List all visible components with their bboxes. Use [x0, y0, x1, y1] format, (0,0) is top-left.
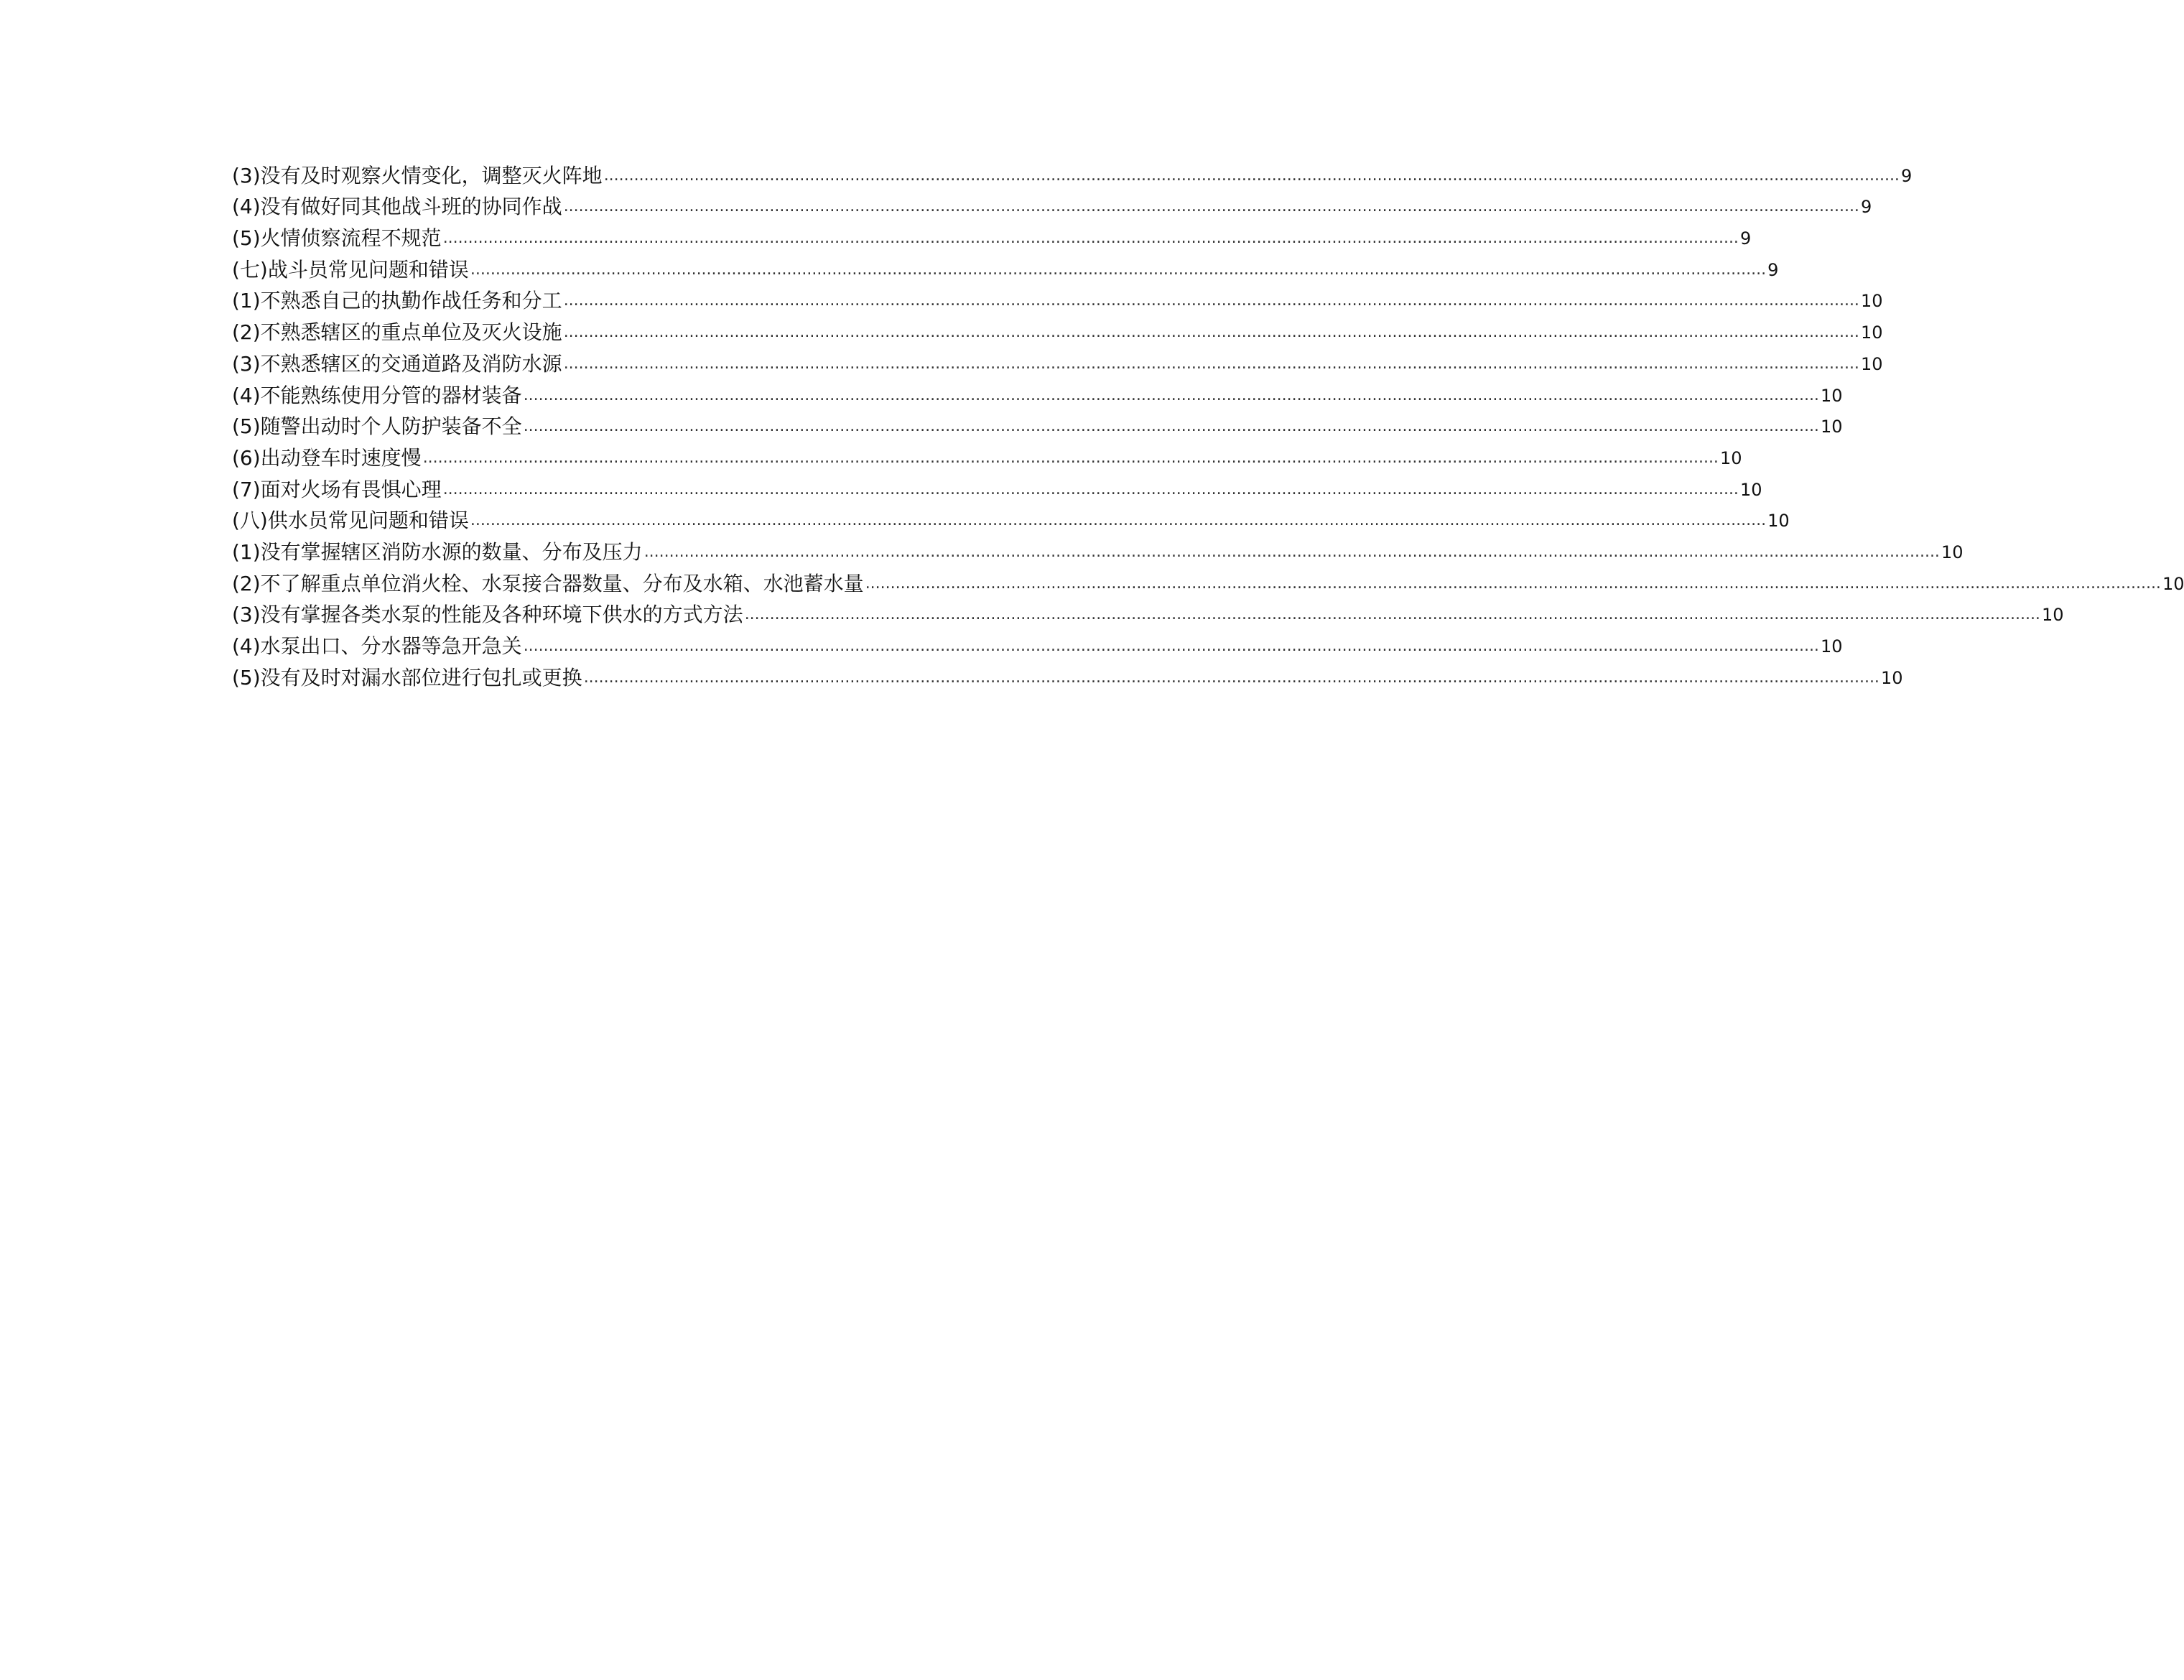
- toc-entry-number: (2): [232, 320, 261, 345]
- toc-entry-page: 10: [1860, 322, 1883, 343]
- toc-leader-dots: ..................................................................................................................................................................................................................................................................: [583, 668, 1879, 687]
- toc-entry-number: (4): [232, 383, 261, 407]
- toc-entry[interactable]: [232, 313, 1883, 345]
- toc-leader-dots: ..................................................................................................................................................................................................................................................................: [523, 386, 1819, 404]
- toc-leader-dots: ..................................................................................................................................................................................................................................................................: [442, 480, 1739, 498]
- toc-entry-title: 没有掌握辖区消防水源的数量、分布及压力: [260, 539, 643, 564]
- toc-entry-title: 供水员常见问题和错误: [267, 509, 469, 533]
- toc-entry-number: (3): [232, 351, 261, 376]
- toc-entry-title: 火情侦察流程不规范: [260, 226, 442, 251]
- toc-entry-number: (3): [232, 163, 261, 187]
- toc-entry[interactable]: [232, 188, 1872, 220]
- toc-leader-dots: ..................................................................................................................................................................................................................................................................: [442, 229, 1739, 248]
- toc-entry[interactable]: [232, 533, 1964, 565]
- toc-leader-dots: ..................................................................................................................................................................................................................................................................: [470, 260, 1767, 279]
- toc-leader-dots: ..................................................................................................................................................................................................................................................................: [563, 323, 1859, 342]
- toc-entry[interactable]: [232, 345, 1883, 376]
- toc-entry[interactable]: [232, 376, 1843, 408]
- toc-entry-title: 不熟悉自己的执勤作战任务和分工: [260, 289, 562, 313]
- toc-entry-title: 不了解重点单位消火栓、水泵接合器数量、分布及水箱、水池蓄水量: [260, 571, 864, 595]
- toc-entry-page: 10: [1820, 417, 1843, 437]
- toc-entry-title: 没有及时对漏水部位进行包扎或更换: [260, 665, 582, 690]
- toc-entry-number: (2): [232, 571, 261, 595]
- toc-entry-page: 9: [1767, 259, 1779, 280]
- toc-entry-title: 面对火场有畏惧心理: [260, 477, 442, 501]
- table-of-contents: [232, 157, 2184, 690]
- toc-entry-page: 10: [1767, 511, 1790, 532]
- toc-entry[interactable]: [232, 219, 1752, 251]
- toc-leader-dots: ..................................................................................................................................................................................................................................................................: [563, 198, 1859, 216]
- toc-entry-number: (5): [232, 414, 261, 439]
- toc-entry-page: 10: [1880, 667, 1903, 688]
- toc-entry[interactable]: [232, 439, 1742, 470]
- toc-entry[interactable]: [232, 157, 1913, 188]
- toc-leader-dots: ..................................................................................................................................................................................................................................................................: [744, 605, 2040, 624]
- toc-entry-page: 10: [1719, 447, 1742, 468]
- toc-entry-number: (4): [232, 195, 261, 219]
- toc-entry-number: (七): [232, 257, 268, 282]
- toc-entry-number: (6): [232, 445, 261, 470]
- toc-entry-page: 10: [2041, 605, 2064, 626]
- toc-entry-page: 10: [1941, 542, 1964, 562]
- toc-entry-number: (5): [232, 665, 261, 690]
- toc-entry-title: 水泵出口、分水器等急开急关: [260, 634, 522, 658]
- toc-entry-title: 战斗员常见问题和错误: [267, 257, 469, 282]
- toc-entry-number: (5): [232, 226, 261, 251]
- toc-leader-dots: ..................................................................................................................................................................................................................................................................: [422, 448, 1719, 467]
- toc-entry-title: 不能熟练使用分管的器材装备: [260, 383, 522, 407]
- toc-leader-dots: ..................................................................................................................................................................................................................................................................: [603, 166, 1900, 185]
- toc-leader-dots: ..................................................................................................................................................................................................................................................................: [563, 292, 1859, 310]
- toc-entry-page: 9: [1900, 165, 1913, 186]
- toc-leader-dots: ..................................................................................................................................................................................................................................................................: [523, 417, 1819, 436]
- toc-entry-page: 10: [1820, 385, 1843, 406]
- toc-leader-dots: ..................................................................................................................................................................................................................................................................: [643, 542, 1940, 561]
- toc-entry[interactable]: [232, 565, 2184, 596]
- toc-entry[interactable]: [232, 408, 1843, 440]
- toc-entry-title: 随警出动时个人防护装备不全: [260, 414, 522, 439]
- toc-entry[interactable]: [232, 596, 2064, 628]
- toc-entry-page: 10: [1820, 636, 1843, 656]
- toc-entry-title: 没有及时观察火情变化，调整灭火阵地: [260, 163, 603, 187]
- toc-entry[interactable]: [232, 470, 1762, 502]
- toc-entry-title: 出动登车时速度慢: [260, 445, 422, 470]
- toc-entry-number: (7): [232, 477, 261, 501]
- toc-leader-dots: ..................................................................................................................................................................................................................................................................: [865, 574, 2161, 593]
- toc-entry-number: (1): [232, 289, 261, 313]
- toc-entry-section-8[interactable]: [232, 502, 1790, 534]
- toc-entry-page: 9: [1739, 228, 1752, 249]
- toc-entry-page: 10: [1739, 479, 1762, 500]
- toc-entry-page: 9: [1860, 197, 1872, 218]
- toc-leader-dots: ..................................................................................................................................................................................................................................................................: [523, 637, 1819, 655]
- toc-entry[interactable]: [232, 659, 1903, 690]
- toc-entry-title: 没有掌握各类水泵的性能及各种环境下供水的方式方法: [260, 603, 743, 627]
- toc-entry-number: (4): [232, 634, 261, 658]
- toc-entry[interactable]: [232, 627, 1843, 659]
- toc-leader-dots: ..................................................................................................................................................................................................................................................................: [470, 511, 1767, 530]
- toc-entry-page: 10: [2162, 573, 2184, 594]
- toc-entry-section-7[interactable]: [232, 251, 1779, 282]
- toc-entry[interactable]: [232, 282, 1883, 314]
- toc-entry-page: 10: [1860, 353, 1883, 374]
- toc-entry-number: (3): [232, 603, 261, 627]
- toc-entry-page: 10: [1860, 291, 1883, 312]
- toc-entry-title: 没有做好同其他战斗班的协同作战: [260, 195, 562, 219]
- toc-entry-number: (1): [232, 539, 261, 564]
- toc-entry-title: 不熟悉辖区的重点单位及灭火设施: [260, 320, 562, 345]
- toc-entry-title: 不熟悉辖区的交通道路及消防水源: [260, 351, 562, 376]
- toc-leader-dots: ..................................................................................................................................................................................................................................................................: [563, 354, 1859, 373]
- toc-entry-number: (八): [232, 509, 268, 533]
